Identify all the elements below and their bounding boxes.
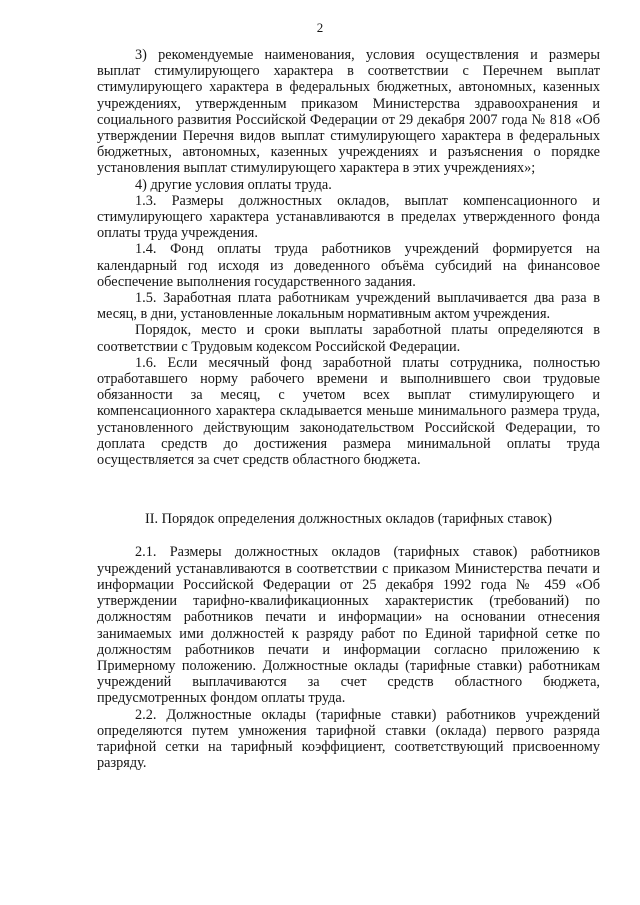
paragraph-2-2: 2.2. Должностные оклады (тарифные ставки) работников учреждений определяются путем умножения тарифной ставки (оклада) первого разряда тарифной сетки на тарифный коэффициент, соответствующий присвоенному разряду.: [97, 706, 600, 772]
section-spacer: [97, 468, 600, 511]
heading-spacer: [97, 527, 600, 544]
paragraph-1-5: 1.5. Заработная плата работникам учреждений выплачивается два раза в месяц, в дни, установленные локальным нормативным актом учреждения.: [97, 290, 600, 323]
paragraph-2-1: 2.1. Размеры должностных окладов (тарифных ставок) работников учреждений устанавливаются в соответствии с приказом Министерства печати и информации Российской Федерации от 25 декабря 1992 года № 459 «Об утверждении тарифно-квалификационных характеристик (требований) по должностям работников печати и информации» на основании отнесения занимаемых ими должностей к разряду работ по Единой тарифной сетке по должностям работников печати и информации согласно приложению к Примерному положению. Должностные оклады (тарифные ставки) работникам учреждений выплачиваются за счет средств областного бюджета, предусмотренных фондом оплаты труда.: [97, 544, 600, 707]
paragraph-item-4: 4) другие условия оплаты труда.: [135, 176, 332, 193]
paragraph-payment-order: Порядок, место и сроки выплаты заработной платы определяются в соответствии с Трудовым кодексом Российской Федерации.: [97, 322, 600, 355]
paragraph-1-4: 1.4. Фонд оплаты труда работников учреждений формируется на календарный год исходя из доведенного объёма субсидий на финансовое обеспечение выполнения государственного задания.: [97, 241, 600, 290]
document-body: [97, 47, 600, 771]
paragraph-1-3: 1.3. Размеры должностных окладов, выплат компенсационного и стимулирующего характера устанавливаются в пределах утвержденного фонда оплаты труда учреждения.: [97, 192, 600, 242]
section-heading: II. Порядок определения должностных окладов (тарифных ставок): [145, 511, 552, 528]
paragraph-1-6: 1.6. Если месячный фонд заработной платы сотрудника, полностью отработавшего норму рабочего времени и выполнившего свои трудовые обязанности за месяц, с учетом всех выплат стимулирующего и компенсационного характера складывается меньше минимального размера труда, установленного действующим законодательством Российской Федерации, то доплата средств до достижения размера минимальной оплаты труда осуществляется за счет средств областного бюджета.: [97, 354, 600, 469]
page-number: 2: [316, 20, 324, 35]
paragraph-item-3: 3) рекомендуемые наименования, условия осуществления и размеры выплат стимулирующего характера в соответствии с Перечнем выплат стимулирующего характера в федеральных бюджетных, автономных, казенных учреждениях, утвержденным приказом Министерства здравоохранения и социального развития Российской Федерации от 29 декабря 2007 года № 818 «Об утверждении Перечня видов выплат стимулирующего характера в федеральных бюджетных, автономных, казенных учреждениях и разъяснения о порядке установления выплат стимулирующего характера в этих учреждениях»;: [97, 47, 600, 177]
